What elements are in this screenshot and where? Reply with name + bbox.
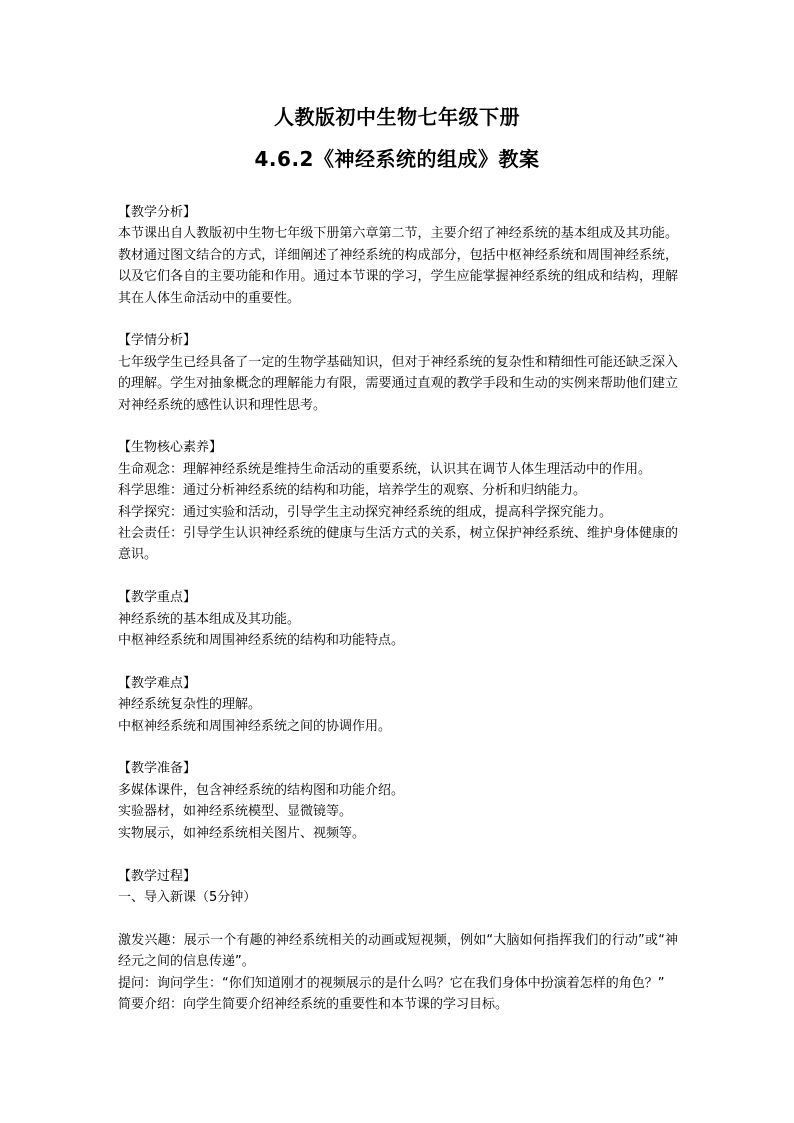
section-heading: 【生物核心素养】 [118, 440, 223, 456]
list-item: 多媒体课件，包含神经系统的结构图和功能介绍。 [118, 782, 405, 798]
section-paragraph: 本节课出自人教版初中生物七年级下册第六章第二节，主要介绍了神经系统的基本组成及其功能。教材通过图文结合的方式，详细阐述了神经系统的构成部分，包括中枢神经系统和周围神经系统，以及它们各自的主要功能和作用。通过本节课的学习，学生应能掌握神经系统的组成和结构，理解其在人体生命活动中的重要性。 [118, 226, 678, 306]
list-item: 中枢神经系统和周围神经系统的结构和功能特点。 [118, 633, 405, 649]
list-item: 科学思维：通过分析神经系统的结构和功能，培养学生的观察、分析和归纳能力。 [118, 483, 587, 499]
list-item: 科学探究：通过实验和活动，引导学生主动探究神经系统的组成，提高科学探究能力。 [118, 504, 613, 520]
section-heading: 【教学难点】 [118, 675, 197, 691]
section-heading: 【教学准备】 [118, 761, 197, 777]
list-item: 激发兴趣：展示一个有趣的神经系统相关的动画或短视频，例如“大脑如何指挥我们的行动”或“神经元之间的信息传递”。 [118, 932, 678, 970]
section-heading: 【学情分析】 [118, 333, 197, 349]
step-heading: 一、导入新课（5分钟） [118, 889, 257, 905]
section-student-analysis [118, 330, 678, 416]
list-item: 中枢神经系统和周围神经系统之间的协调作用。 [118, 718, 392, 734]
list-item: 实验器材，如神经系统模型、显微镜等。 [118, 804, 353, 820]
section-paragraph: 七年级学生已经具备了一定的生物学基础知识，但对于神经系统的复杂性和精细性可能还缺乏深入的理解。学生对抽象概念的理解能力有限，需要通过直观的教学手段和生动的实例来帮助他们建立对神经系统的感性认识和理性思考。 [118, 354, 678, 413]
section-key-points [118, 587, 678, 651]
document-title: 人教版初中生物七年级下册 [274, 105, 520, 129]
section-teaching-analysis [118, 202, 678, 309]
list-item: 神经系统复杂性的理解。 [118, 697, 262, 713]
section-core-literacy [118, 437, 678, 565]
document-subtitle: 4.6.2《神经系统的组成》教案 [254, 147, 540, 171]
list-item: 提问：询问学生：“你们知道刚才的视频展示的是什么吗？它在我们身体中扮演着怎样的角色？” [118, 975, 665, 991]
document-body [118, 202, 678, 1037]
spacer [118, 908, 678, 929]
list-item: 社会责任：引导学生认识神经系统的健康与生活方式的关系，树立保护神经系统、维护身体健康的意识。 [118, 526, 678, 563]
section-preparation [118, 758, 678, 844]
list-item: 生命观念：理解神经系统是维持生命活动的重要系统，认识其在调节人体生理活动中的作用。 [118, 461, 652, 477]
list-item: 简要介绍：向学生简要介绍神经系统的重要性和本节课的学习目标。 [118, 996, 509, 1012]
section-heading: 【教学重点】 [118, 590, 197, 606]
section-teaching-process [118, 866, 678, 1016]
list-item: 实物展示，如神经系统相关图片、视频等。 [118, 825, 366, 841]
list-item: 神经系统的基本组成及其功能。 [118, 611, 301, 627]
section-heading: 【教学分析】 [118, 205, 197, 220]
section-difficulties [118, 673, 678, 737]
section-heading: 【教学过程】 [118, 868, 197, 884]
